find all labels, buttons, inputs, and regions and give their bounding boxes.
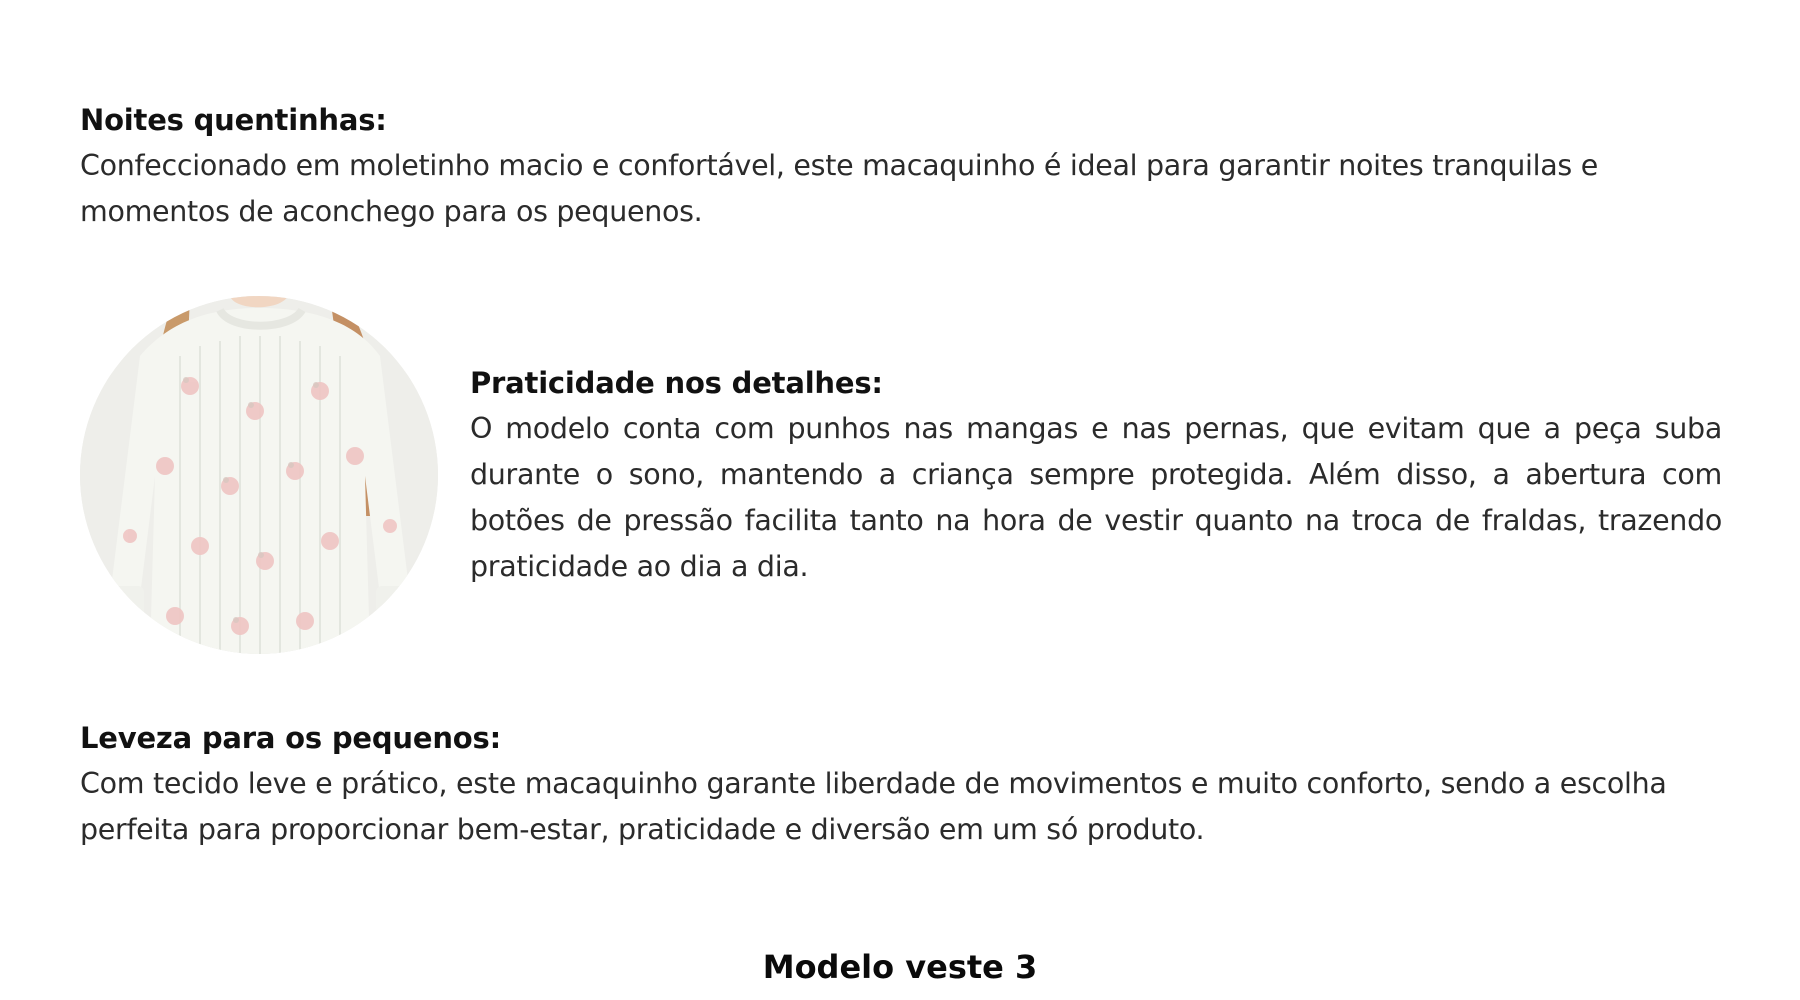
section-leveza-para-os-pequenos bbox=[80, 715, 1760, 853]
section-title: Noites quentinhas: bbox=[80, 103, 387, 137]
section-noites-quentinhas bbox=[80, 97, 1740, 235]
section-description: O modelo conta com punhos nas mangas e nas pernas, que evitam que a peça suba durante o sono, mantendo a criança sempre protegida. Além disso, a abertura com botões de pressão facilita tanto na hora de vestir quanto na troca de fraldas, trazendo praticidade ao dia a dia. bbox=[470, 412, 1722, 583]
child-pajama-illustration bbox=[80, 296, 438, 654]
section-description: Com tecido leve e prático, este macaquinho garante liberdade de movimentos e muito conforto, sendo a escolha perfeita para proporcionar bem-estar, praticidade e diversão em um só produto. bbox=[80, 767, 1667, 846]
model-size-caption: Modelo veste 3 bbox=[762, 948, 1038, 986]
section-title: Leveza para os pequenos: bbox=[80, 721, 501, 755]
section-praticidade-nos-detalhes bbox=[470, 360, 1722, 590]
section-description: Confeccionado em moletinho macio e confortável, este macaquinho é ideal para garantir noites tranquilas e momentos de aconchego para os pequenos. bbox=[80, 149, 1598, 228]
section-title: Praticidade nos detalhes: bbox=[470, 366, 883, 400]
product-photo bbox=[80, 296, 438, 654]
